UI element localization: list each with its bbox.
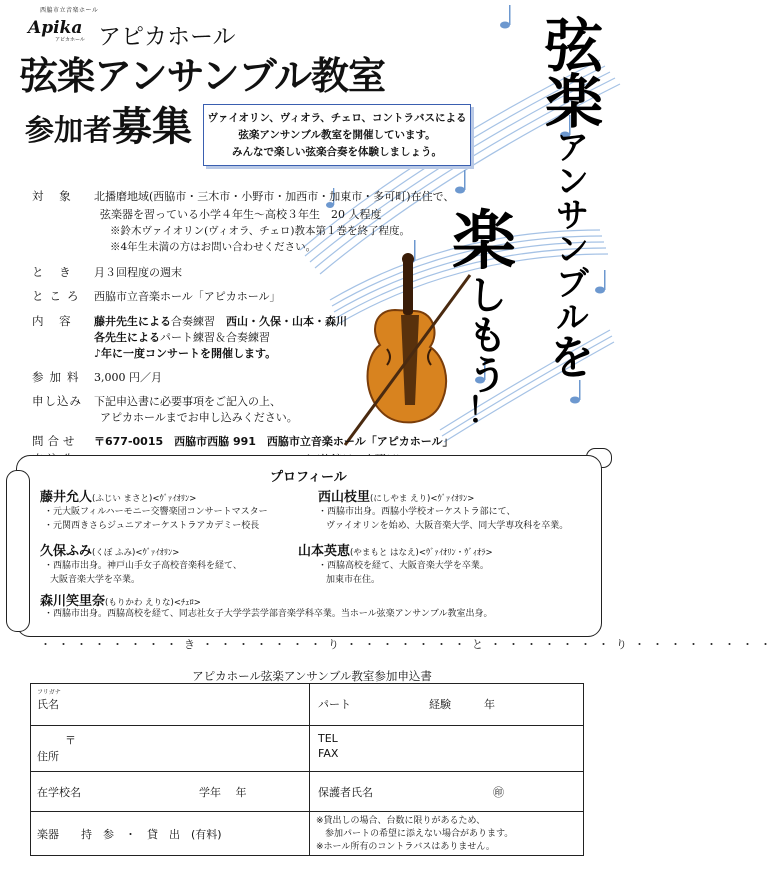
profile-ruby: (くぼ ふみ)<ｳﾞｧｲｵﾘﾝ> [92,548,180,558]
profile-name [40,486,196,505]
target-label: 対 象 [32,189,77,203]
profile-ruby: (やまもと はなえ)<ｳﾞｧｲｵﾘﾝ・ｳﾞｨｵﾗ> [350,548,493,558]
inquiry-label: 問合せ [32,434,79,448]
address-label: 住所 [37,750,59,763]
profile-name-text: 久保ふみ [40,544,93,559]
target-note: ※4年生未満の方はお問い合わせください。 [110,241,317,253]
when-text: 月３回程度の週末 [94,266,182,279]
profile-name-text: 西山枝里 [318,490,371,505]
apply-label: 申し込み [32,394,82,408]
tel-fax-cell[interactable] [310,726,584,772]
profile-name-text: 森川笑里奈 [40,594,106,609]
guardian-label: 保護者氏名 [318,786,373,799]
page-title: 弦楽アンサンブル教室 [20,54,386,98]
form-title: アピカホール弦楽アンサンブル教室参加申込書 [192,669,432,683]
form-note: 参加パートの希望に添えない場合があります。 [316,829,514,839]
form-note: ※貸出しの場合、台数に限りがあるため、 [316,816,486,826]
content-teachers: 西山・久保・山本・森川 [226,315,347,328]
fax-label: FAX [318,747,339,760]
profile-title: プロフィール [270,470,347,485]
profile-desc: 大阪音楽大学を卒業。 [50,575,141,585]
profile-name [40,590,201,609]
profile-desc: 加東市在住。 [326,575,381,585]
instrument-cell[interactable] [31,812,310,856]
school-cell[interactable] [31,772,310,812]
apika-logo: Apika [28,18,83,38]
page-subtitle [25,95,192,152]
slogan-col2-small: しもう [461,274,507,394]
seal-mark: ㊞ [493,786,504,799]
content-each-teacher: 各先生による [94,331,160,344]
profile-ruby: (もりかわ えりな)<ﾁｪﾛ> [105,598,201,608]
part-label: パート [318,698,351,711]
postal-mark: 〒 [65,734,76,747]
inquiry-text: 〒677-0015 西脇市西脇 991 西脇市立音楽ホール「アピカホール」 [94,435,454,448]
apika-logo-subtitle: アピカホール [55,37,85,43]
profile-desc: ・元大阪フィルハーモニー交響楽団コンサートマスター [44,507,268,517]
intro-line: 弦楽アンサンブル教室を開催しています。 [238,129,436,141]
profile-desc: ・西脇市出身。西脇小学校オーケストラ部にて、 [318,507,516,517]
intro-line: ヴァイオリン、ヴィオラ、チェロ、コントラバスによる [207,112,467,124]
target-note: ※鈴木ヴァイオリン(ヴィオラ、チェロ)教本第１巻を終了程度。 [110,225,410,237]
profile-name-text: 山本英恵 [298,544,351,559]
experience-label: 経験 年 [429,698,495,711]
slogan-col1-small: アンサンブル [549,129,589,333]
profile-name [318,486,474,505]
guardian-row [318,784,583,800]
content-line-1 [94,313,347,329]
profile-desc: ・西脇市出身。西脇高校を経て、同志社女子大学学芸学部音楽学科卒業。当ホール弦楽アンサンブル教室出身。 [44,609,493,619]
profile-name-text: 藤井允人 [40,490,93,505]
profile-desc: ・元関西きさらジュニアオーケストラアカデミー校長 [44,521,260,531]
slogan-column-2 [452,205,516,431]
address-cell[interactable] [31,726,310,772]
where-text: 西脇市立音楽ホール「アピカホール」 [94,290,281,303]
name-cell[interactable] [31,684,310,726]
cut-line: ・・・・・・・・き・・・・・・・り・・・・・・・と・・・・・・・り・・・・・・・・ [40,638,778,651]
profile-name [298,540,493,559]
slogan-col1-big: 弦楽 [535,15,603,127]
content-ensemble: 合奏練習 [171,315,226,328]
subtitle-part-b: 募集 [112,104,193,150]
part-row [318,696,583,712]
fee-text: 3,000 円／月 [94,371,162,384]
hall-small-name: 西脇市立音楽ホール [40,7,99,14]
slogan-col2-big: 楽 [452,205,516,279]
guardian-cell[interactable] [310,772,584,812]
school-label: 在学校名 [37,786,81,799]
tel-label: TEL [318,732,338,745]
content-line-3: ♪年に一度コンサートを開催します。 [94,347,277,360]
profile-desc: ・西脇高校を経て、大阪音楽大学を卒業。 [318,561,489,571]
application-form [30,683,584,856]
where-label: ところ [32,289,85,303]
when-label: と き [32,265,77,279]
target-line: 北播磨地域(西脇市・三木市・小野市・加西市・加東市・多可町)在住で、 [94,190,455,203]
subtitle-part-a: 参加者 [25,113,113,147]
apply-line: アピカホールまでお申し込みください。 [100,411,298,424]
profile-desc: ・西脇市出身。神戸山手女子高校音楽科を経て、 [44,561,242,571]
part-cell[interactable] [310,684,584,726]
grade-label: 学年 年 [199,786,247,799]
intro-box [203,104,471,166]
content-part-practice: パート練習＆合奏練習 [160,331,270,344]
slogan-col2-end: ！ [467,391,501,431]
scroll-curl-left [6,470,30,632]
school-row [37,784,309,800]
form-note: ※ホール所有のコントラバスはありません。 [316,842,495,852]
notes-cell [310,812,584,856]
content-line-2 [94,329,270,345]
apply-line: 下記申込書に必要事項をご記入の上、 [94,395,281,408]
furigana-label: フリガナ [37,689,61,696]
content-fujii: 藤井先生による [94,315,171,328]
fee-label: 参加料 [32,370,85,384]
instrument-label: 楽器 持 参 ・ 貸 出 (有料) [37,828,222,841]
profile-ruby: (ふじい まさと)<ｳﾞｧｲｵﾘﾝ> [92,494,197,504]
name-label: 氏名 [37,698,59,711]
content-label: 内 容 [32,314,77,328]
profile-name [40,540,179,559]
slogan-col1-end: を [542,333,596,379]
slogan-column-1 [535,15,603,379]
hall-name: アピカホール [98,24,236,50]
profile-ruby: (にしやま えり)<ｳﾞｧｲｵﾘﾝ> [370,494,475,504]
target-line: 弦楽器を習っている小学４年生～高校３年生 20 人程度 [100,208,382,221]
intro-line: みんなで楽しい弦楽合奏を体験しましょう。 [232,146,442,158]
profile-desc: ヴァイオリンを始め、大阪音楽大学、同大学専攻科を卒業。 [326,521,569,531]
